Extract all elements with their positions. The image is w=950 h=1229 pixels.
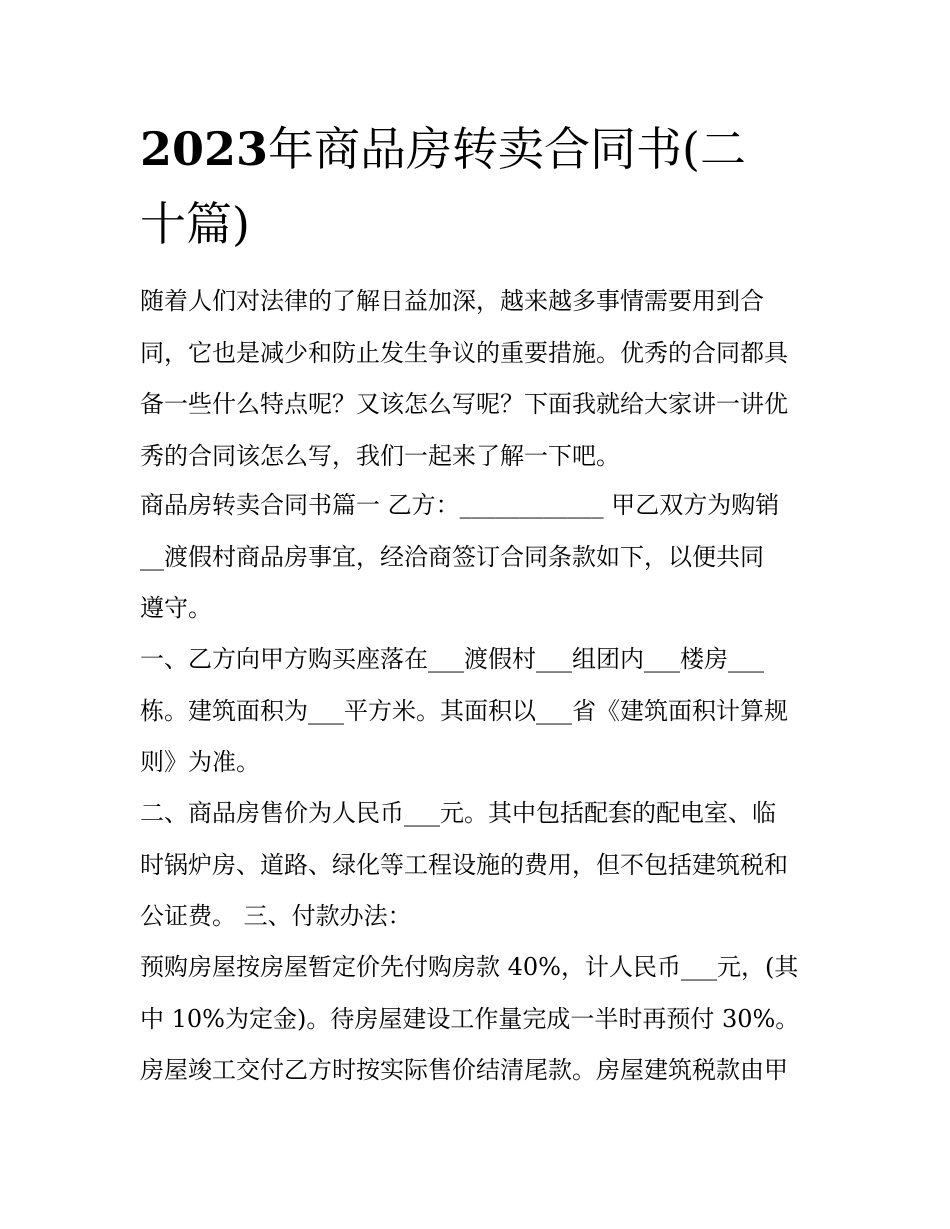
title-text: 年商品房转卖合同书(二 十篇)	[140, 122, 746, 251]
payment-paragraph: 预购房屋按房屋暂定价先付购房款 40%，计人民币___元，(其 中 10%为定金)。待房屋建设工作量完成一半时再预付 30%。 房屋竣工交付乙方时按实际售价结清尾款。房屋建筑税款由甲	[140, 953, 800, 1084]
intro-paragraph: 随着人们对法律的了解日益加深，越来越多事情需要用到合 同，它也是减少和防止发生争议的重要措施。优秀的合同都具 备一些什么特点呢？又该怎么写呢？下面我就给大家讲一讲优 秀的合同该怎么写，我们一起来了解一下吧。	[140, 287, 788, 470]
clause-two-paragraph: 二、商品房售价为人民币___元。其中包括配套的配电室、临 时锅炉房、道路、绿化等工程设施的费用，但不包括建筑税和 公证费。 三、付款办法：	[140, 799, 788, 930]
chapter-heading-paragraph: 商品房转卖合同书篇一 乙方：____________ 甲乙双方为购销 __渡假村商品房事宜，经洽商签订合同条款如下，以便共同 遵守。	[140, 491, 780, 622]
title-year: 2023	[140, 122, 269, 176]
clause-one-paragraph: 一、乙方向甲方购买座落在___渡假村___组团内___楼房___ 栋。建筑面积为___平方米。其面积以___省《建筑面积计算规 则》为准。	[140, 645, 788, 776]
document-title	[140, 112, 820, 262]
